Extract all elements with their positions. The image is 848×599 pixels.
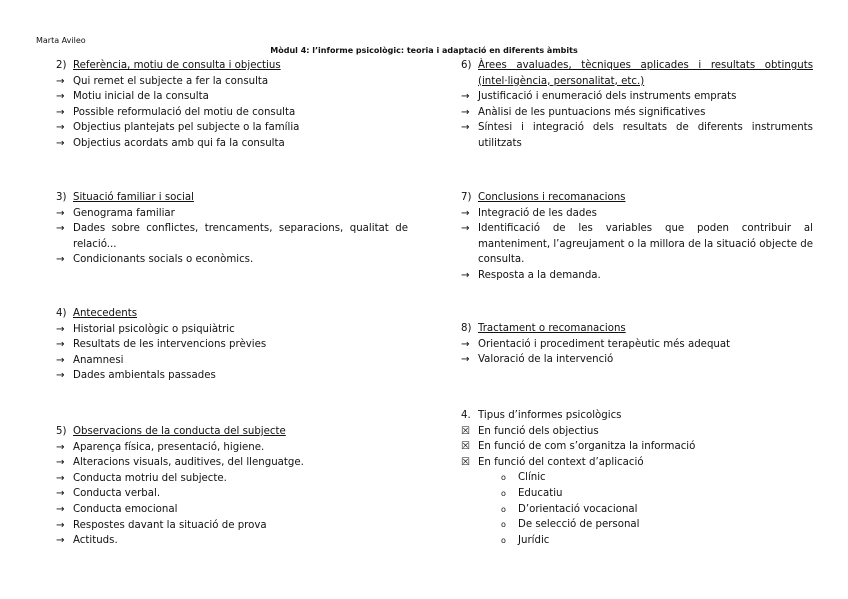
arrow-icon: →: [56, 354, 65, 366]
list-item: ☒ En funció del context d’aplicació: [461, 455, 813, 471]
section-number: 3): [56, 192, 67, 203]
sub-list-item: o De selecció de personal: [461, 517, 813, 533]
section-heading: [461, 190, 813, 206]
section-number: 6): [461, 60, 472, 71]
list-item: → Dades sobre conflictes, trencaments, separacions, qualitat de relació...: [56, 223, 408, 250]
circle-bullet-icon: o: [501, 535, 506, 545]
arrow-icon: →: [56, 472, 65, 484]
list-item: → Anàlisi de les puntuacions més significatives: [461, 105, 813, 121]
list-item: → Condicionants socials o econòmics.: [56, 252, 408, 268]
section-heading: [461, 408, 813, 424]
list-item: → Objectius plantejats pel subjecte o la família: [56, 120, 408, 136]
arrow-icon: →: [56, 339, 65, 351]
section-number: 4.: [461, 410, 471, 421]
sub-list-item: o Clínic: [461, 470, 813, 486]
section-title: Àrees avaluades, tècniques aplicades i resultats obtinguts (intel·ligència, personalitat, etc.): [478, 60, 813, 87]
section-situacio-familiar: [56, 190, 408, 268]
list-item: → Resposta a la demanda.: [461, 268, 813, 284]
arrow-icon: →: [56, 91, 65, 103]
arrow-icon: →: [461, 269, 470, 281]
arrow-icon: →: [56, 323, 65, 335]
list-item: ☒ En funció dels objectius: [461, 424, 813, 440]
arrow-icon: →: [461, 354, 470, 366]
arrow-icon: →: [56, 207, 65, 219]
circle-bullet-icon: o: [501, 504, 506, 514]
arrow-icon: →: [56, 122, 65, 134]
arrow-icon: →: [56, 488, 65, 500]
list-item: → Genograma familiar: [56, 206, 408, 222]
section-conclusions: [461, 190, 813, 284]
circle-bullet-icon: o: [501, 473, 506, 483]
list-item: → Conducta verbal.: [56, 486, 408, 502]
list-item: → Identificació de les variables que poden contribuir al manteniment, l’agreujament o la millora de la situació objecte de consulta.: [461, 223, 813, 266]
section-number: 5): [56, 426, 67, 437]
section-heading: [56, 190, 408, 206]
list-item: → Qui remet el subjecte a fer la consulta: [56, 74, 408, 90]
section-tipus-informes: [461, 408, 813, 548]
circle-bullet-icon: o: [501, 488, 506, 498]
section-number: 8): [461, 323, 472, 334]
checkbox-icon: ☒: [461, 456, 471, 468]
section-number: 4): [56, 308, 67, 319]
arrow-icon: →: [461, 223, 470, 235]
arrow-icon: →: [56, 106, 65, 118]
section-antecedents: [56, 306, 408, 384]
list-item: → Síntesi i integració dels resultats de diferents instruments utilitzats: [461, 122, 813, 149]
section-title: Antecedents: [73, 308, 138, 319]
section-number: 2): [56, 60, 67, 71]
arrow-icon: →: [56, 441, 65, 453]
list-item: → Integració de les dades: [461, 206, 813, 222]
section-title: Tractament o recomanacions: [478, 323, 626, 334]
document-title: Mòdul 4: l’informe psicològic: teoria i adaptació en diferents àmbits: [270, 46, 578, 55]
section-referencia: [56, 58, 408, 152]
list-item: → Resultats de les intervencions prèvies: [56, 337, 408, 353]
arrow-icon: →: [461, 207, 470, 219]
list-item: → Alteracions visuals, auditives, del llenguatge.: [56, 455, 408, 471]
arrow-icon: →: [56, 254, 65, 266]
arrow-icon: →: [56, 457, 65, 469]
author-name: Marta Avileo: [36, 36, 86, 45]
arrow-icon: →: [461, 91, 470, 103]
circle-bullet-icon: o: [501, 520, 506, 530]
section-title: Referència, motiu de consulta i objectius: [73, 60, 281, 71]
checkbox-icon: ☒: [461, 425, 471, 437]
list-item: → Anamnesi: [56, 353, 408, 369]
section-heading: [56, 306, 408, 322]
section-title: Observacions de la conducta del subjecte: [73, 426, 286, 437]
list-item: → Objectius acordats amb qui fa la consulta: [56, 136, 408, 152]
list-item: → Motiu inicial de la consulta: [56, 89, 408, 105]
section-heading: [56, 58, 408, 74]
list-item: → Historial psicològic o psiquiàtric: [56, 322, 408, 338]
list-item: → Respostes davant la situació de prova: [56, 518, 408, 534]
arrow-icon: →: [56, 519, 65, 531]
list-item: ☒ En funció de com s’organitza la informació: [461, 439, 813, 455]
section-heading: [56, 424, 408, 440]
section-number: 7): [461, 192, 472, 203]
list-item: → Conducta motriu del subjecte.: [56, 471, 408, 487]
list-item: → Actituds.: [56, 533, 408, 549]
list-item: → Dades ambientals passades: [56, 368, 408, 384]
arrow-icon: →: [56, 535, 65, 547]
list-item: → Justificació i enumeració dels instruments emprats: [461, 89, 813, 105]
checkbox-icon: ☒: [461, 441, 471, 453]
arrow-icon: →: [56, 370, 65, 382]
arrow-icon: →: [56, 137, 65, 149]
arrow-icon: →: [461, 338, 470, 350]
sub-list-item: o Educatiu: [461, 486, 813, 502]
arrow-icon: →: [56, 223, 65, 235]
list-item: → Conducta emocional: [56, 502, 408, 518]
list-item: → Orientació i procediment terapèutic més adequat: [461, 337, 813, 353]
section-arees-avaluades: [461, 58, 813, 152]
section-heading: [461, 58, 813, 89]
sub-list-item: o D’orientació vocacional: [461, 502, 813, 518]
section-title: Situació familiar i social: [73, 192, 194, 203]
section-observacions: [56, 424, 408, 549]
section-title: Conclusions i recomanacions: [478, 192, 626, 203]
section-heading: [461, 321, 813, 337]
arrow-icon: →: [461, 122, 470, 134]
arrow-icon: →: [56, 503, 65, 515]
arrow-icon: →: [461, 106, 470, 118]
sub-list-item: o Jurídic: [461, 533, 813, 549]
list-item: → Possible reformulació del motiu de consulta: [56, 105, 408, 121]
list-item: → Aparença física, presentació, higiene.: [56, 440, 408, 456]
section-title: Tipus d’informes psicològics: [478, 410, 622, 421]
list-item: → Valoració de la intervenció: [461, 352, 813, 368]
section-tractament: [461, 321, 813, 368]
arrow-icon: →: [56, 75, 65, 87]
